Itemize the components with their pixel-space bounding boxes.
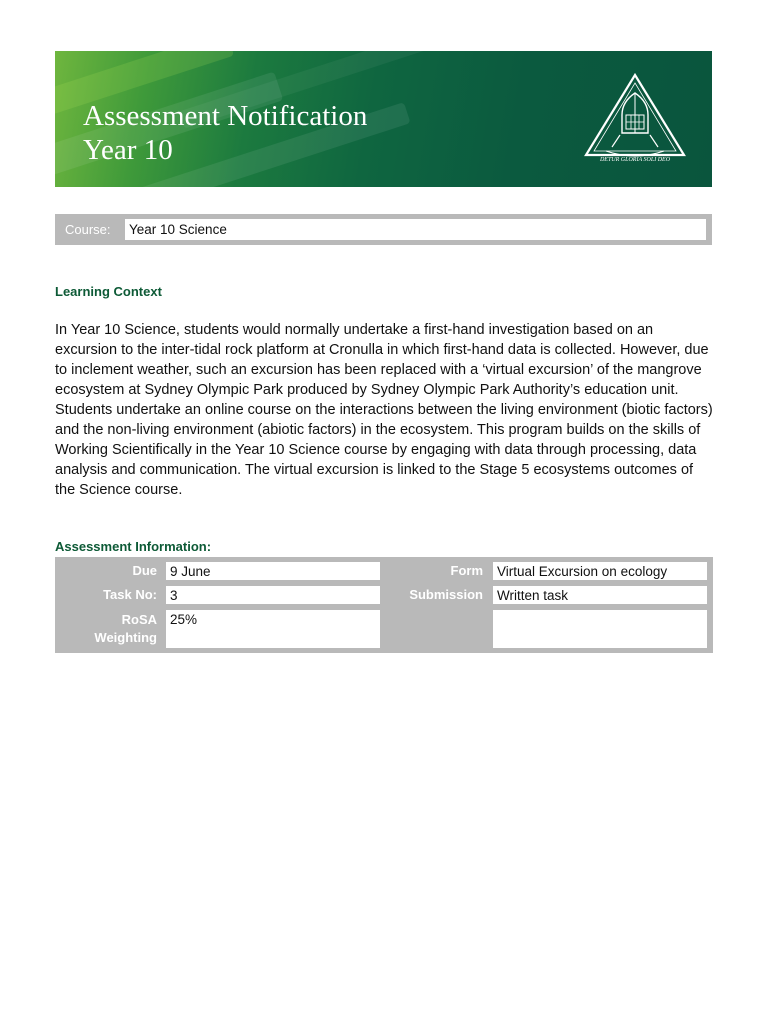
due-field: 9 June xyxy=(166,562,380,580)
title-line-1: Assessment Notification xyxy=(83,100,368,132)
task-number-field: 3 xyxy=(166,586,380,604)
school-crest-icon xyxy=(580,71,690,167)
rosa-weighting-field: 25% xyxy=(166,610,380,648)
page-title xyxy=(83,99,367,167)
course-field: Year 10 Science xyxy=(125,219,706,240)
course-label: Course: xyxy=(65,222,111,237)
rosa-label-line-2: Weighting xyxy=(94,630,157,645)
extra-field xyxy=(493,610,707,648)
due-label: Due xyxy=(132,563,157,578)
learning-context-paragraph: In Year 10 Science, students would normally undertake a first-hand investigation based on an excursion to the inter-tidal rock platform at Cronulla in which first-hand data is collected. However, due to inclement weather, such an excursion has been replaced with a ‘virtual excursion’ of the mangrove ecosystem at Sydney Olympic Park produced by Sydney Olympic Park Authority’s education unit. Students undertake an online course on the interactions between the living environment (biotic factors) and the non-living environment (abiotic factors) in the ecosystem. This program builds on the skills of Working Scientifically in the Year 10 Science course by engaging with data through processing, data analysis and communication. The virtual excursion is linked to the Stage 5 ecosystems outcomes of the Science course. xyxy=(55,322,713,498)
header-banner xyxy=(55,51,712,187)
learning-context-heading: Learning Context xyxy=(55,284,162,299)
rosa-weighting-label xyxy=(55,611,157,647)
title-line-2: Year 10 xyxy=(83,134,173,166)
crest-motto: DETUR GLORIA SOLI DEO xyxy=(599,157,671,163)
form-field: Virtual Excursion on ecology xyxy=(493,562,707,580)
assessment-info-table xyxy=(55,557,713,653)
rosa-label-line-1: RoSA xyxy=(121,612,157,627)
assessment-info-heading: Assessment Information: xyxy=(55,539,212,554)
course-row xyxy=(55,214,712,245)
form-label: Form xyxy=(450,563,483,578)
submission-label: Submission xyxy=(409,587,483,602)
task-number-label: Task No: xyxy=(103,587,157,602)
submission-field: Written task xyxy=(493,586,707,604)
